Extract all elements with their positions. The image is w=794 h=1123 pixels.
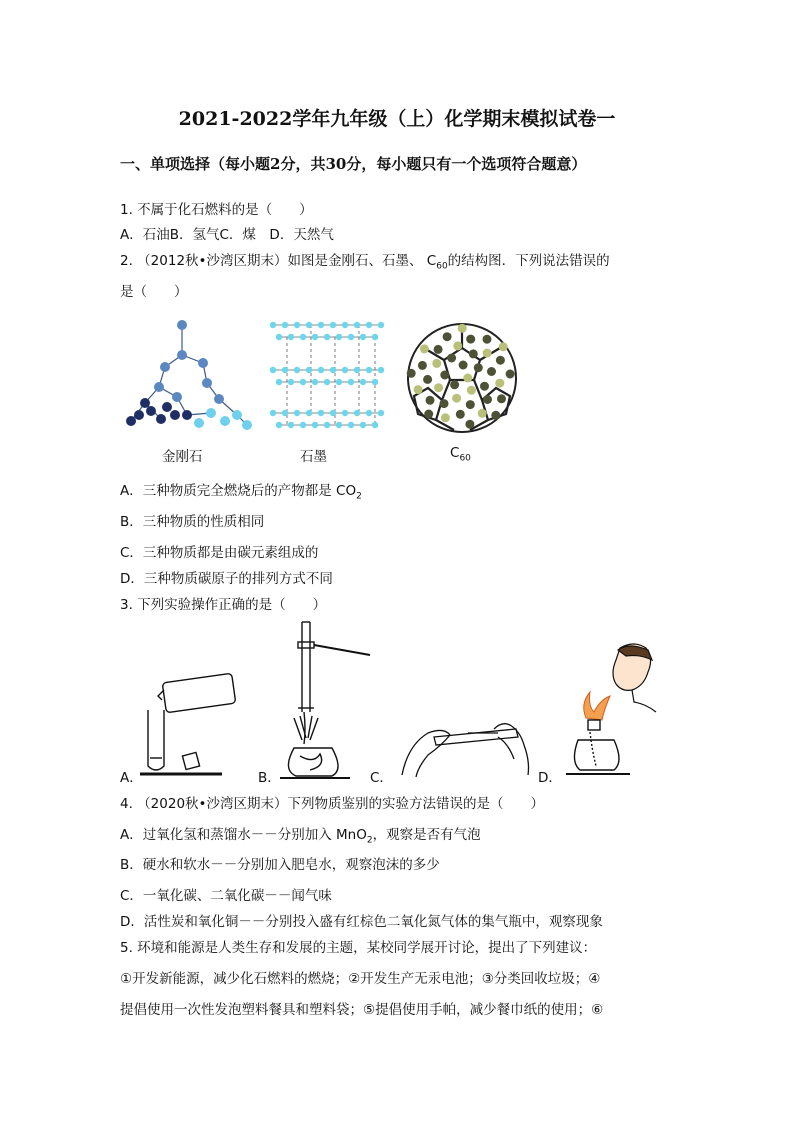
experiment-label-a: A．	[120, 770, 143, 786]
page-title: 2021-2022学年九年级（上）化学期末模拟试卷一	[178, 108, 616, 130]
question-2-option-d: D．三种物质碳原子的排列方式不同	[120, 571, 333, 587]
question-2-stem-line1: 2. （2012秋•沙湾区期末）如图是金刚石、石墨、 $C_{60}$的结构图．下列说法错误的	[120, 253, 610, 272]
question-1-options: A．石油B．氢气C．煤 D．天然气	[120, 227, 334, 243]
question-5-stem: 5. 环境和能源是人类生存和发展的主题，某校同学展开讨论，提出了下列建议：	[120, 940, 597, 956]
question-2-option-a: A．三种物质完全燃烧后的产物都是 $CO_2$	[120, 483, 362, 502]
diamond-structure-figure	[115, 315, 255, 435]
experiment-d-alcohol-lamp-figure	[560, 640, 670, 780]
question-4-option-b: B．硬水和软水－－分别加入肥皂水，观察泡沫的多少	[120, 857, 440, 873]
question-3-stem: 3. 下列实验操作正确的是（ ）	[120, 597, 327, 613]
caption-graphite: 石墨	[300, 449, 327, 465]
question-5-line3: 提倡使用一次性发泡塑料餐具和塑料袋；⑤提倡使用手帕，减少餐巾纸的使用；⑥	[120, 1002, 604, 1018]
question-5-line2: ①开发新能源，减少化石燃料的燃烧；②开发生产无汞电池；③分类回收垃圾；④	[120, 971, 601, 987]
graphite-structure-figure	[265, 315, 390, 435]
c60-structure-figure	[398, 318, 528, 438]
question-1-stem: 1. 不属于化石燃料的是（ ）	[120, 202, 313, 218]
question-2-option-c: C．三种物质都是由碳元素组成的	[120, 545, 319, 561]
question-2-option-b: B．三种物质的性质相同	[120, 514, 265, 530]
caption-diamond: 金刚石	[162, 449, 203, 465]
caption-c60: $C_{60}$	[450, 445, 471, 464]
experiment-label-b: B．	[258, 770, 281, 786]
question-4-stem: 4. （2020秋•沙湾区期末）下列物质鉴别的实验方法错误的是（ ）	[120, 796, 544, 812]
question-4-option-d: D．活性炭和氧化铜－－分别投入盛有红棕色二氧化氮气体的集气瓶中，观察现象	[120, 914, 603, 930]
experiment-b-heating-figure	[280, 620, 380, 780]
experiment-a-pouring-figure	[140, 670, 240, 780]
question-4-option-a: A．过氧化氢和蒸馏水－－分别加入 MnO$_2$，观察是否有气泡	[120, 827, 481, 846]
question-2-stem-line2: 是（ ）	[120, 284, 188, 300]
experiment-label-c: C．	[370, 770, 393, 786]
experiment-label-d: D．	[538, 770, 562, 786]
question-4-option-c: C．一氧化碳、二氧化碳－－闻气味	[120, 888, 332, 904]
experiment-c-test-tube-figure	[398, 715, 538, 780]
section-heading: 一、单项选择（每小题2分，共30分，每小题只有一个选项符合题意）	[120, 155, 587, 173]
